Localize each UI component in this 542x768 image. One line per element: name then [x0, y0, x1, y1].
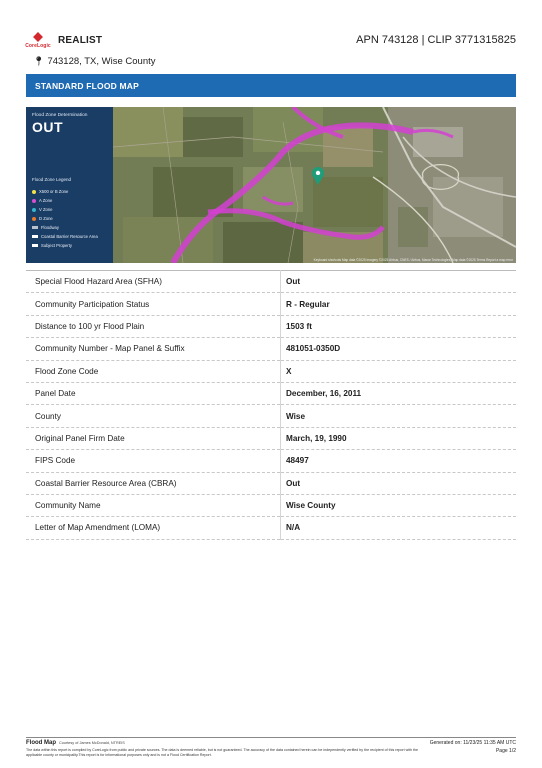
legend-swatch	[32, 226, 38, 229]
table-row	[26, 382, 516, 404]
row-label: Coastal Barrier Resource Area (CBRA)	[26, 472, 281, 494]
legend-swatch	[32, 208, 36, 212]
row-value: 1503 ft	[281, 315, 517, 337]
table-row	[26, 315, 516, 337]
address-text: 743128, TX, Wise County	[47, 56, 156, 67]
table-row	[26, 494, 516, 516]
row-label: FIPS Code	[26, 450, 281, 472]
legend-label: A Zone	[39, 198, 53, 203]
satellite-map-graphic	[113, 107, 516, 263]
legend-swatch	[32, 235, 38, 238]
map-attribution: Keyboard shortcuts Map data ©2025 Imagery ©2025 Airbus, CNES / Airbus, Maxar Technologies, Map data ©2025 Terms Report a map error	[313, 258, 513, 262]
row-value: X	[281, 360, 517, 382]
row-value: N/A	[281, 517, 517, 539]
legend-swatch	[32, 190, 36, 194]
legend-label: Coastal Barrier Resource Area	[41, 234, 98, 239]
legend-list	[32, 187, 98, 250]
table-row	[26, 472, 516, 494]
row-label: Community Name	[26, 494, 281, 516]
row-value: R - Regular	[281, 293, 517, 315]
row-label: Original Panel Firm Date	[26, 427, 281, 449]
legend-item	[32, 214, 98, 223]
row-label: Special Flood Hazard Area (SFHA)	[26, 271, 281, 293]
legend-label: V Zone	[39, 207, 53, 212]
legend-swatch	[32, 217, 36, 221]
table-row	[26, 338, 516, 360]
legend-item	[32, 223, 98, 232]
table-row	[26, 271, 516, 293]
location-pin-icon: 📍︎	[33, 56, 45, 66]
logo-text: CoreLogic	[25, 42, 51, 49]
house-icon	[32, 244, 38, 247]
legend-label: Floodway	[41, 225, 59, 230]
legend-title: Flood Zone Legend	[32, 177, 72, 182]
row-label: Community Participation Status	[26, 293, 281, 315]
row-label: County	[26, 405, 281, 427]
row-value: Wise County	[281, 494, 517, 516]
page-number: Page 1/2	[495, 748, 516, 754]
row-label: Letter of Map Amendment (LOMA)	[26, 517, 281, 539]
row-label: Community Number - Map Panel & Suffix	[26, 338, 281, 360]
map-legend-panel	[26, 107, 113, 263]
row-value: 481051-0350D	[281, 338, 517, 360]
legend-item	[32, 241, 98, 250]
report-footer	[26, 737, 516, 758]
legend-label: Subject Property	[41, 243, 72, 248]
table-row	[26, 450, 516, 472]
table-row	[26, 405, 516, 427]
row-label: Flood Zone Code	[26, 360, 281, 382]
row-value: 48497	[281, 450, 517, 472]
flood-details-table	[26, 270, 516, 540]
legend-label: X500 or B Zone	[39, 189, 69, 194]
corelogic-logo	[26, 32, 50, 49]
footer-courtesy: Courtesy of James McDonald, NTREIS	[59, 741, 125, 745]
table-row	[26, 293, 516, 315]
determination-label: Flood Zone Determination	[32, 113, 88, 118]
legend-item	[32, 232, 98, 241]
property-address	[33, 56, 156, 67]
table-row	[26, 360, 516, 382]
row-label: Distance to 100 yr Flood Plain	[26, 315, 281, 337]
disclaimer: The data within this report is compiled by CoreLogic from public and private sources. The data is deemed reliable, but is not guaranteed. The accuracy of the data contained herein can be independently verified by the recipient of this report with the applicable county or municipality.This report is for informational purposes only and is not a Flood Certification Report.	[26, 748, 419, 757]
table-row	[26, 517, 516, 539]
corelogic-logo-icon	[32, 32, 44, 42]
product-name: REALIST	[58, 34, 103, 46]
row-value: December, 16, 2011	[281, 382, 517, 404]
legend-swatch	[32, 199, 36, 203]
report-header	[26, 28, 516, 52]
row-value: March, 19, 1990	[281, 427, 517, 449]
legend-item	[32, 196, 98, 205]
legend-item	[32, 187, 98, 196]
legend-label: D Zone	[39, 216, 53, 221]
footer-title: Flood Map	[26, 740, 56, 746]
brand	[26, 32, 102, 49]
row-label: Panel Date	[26, 382, 281, 404]
section-banner: STANDARD FLOOD MAP	[26, 74, 516, 97]
row-value: Out	[281, 472, 517, 494]
generated-date: Generated on: 11/23/25 11:35 AM UTC	[429, 740, 516, 746]
determination-value: OUT	[32, 119, 64, 135]
table-row	[26, 427, 516, 449]
row-value: Wise	[281, 405, 517, 427]
row-value: Out	[281, 271, 517, 293]
legend-item	[32, 205, 98, 214]
apn-clip: APN 743128 | CLIP 3771315825	[356, 34, 516, 46]
satellite-image[interactable]	[113, 107, 516, 263]
flood-map[interactable]	[26, 107, 516, 263]
